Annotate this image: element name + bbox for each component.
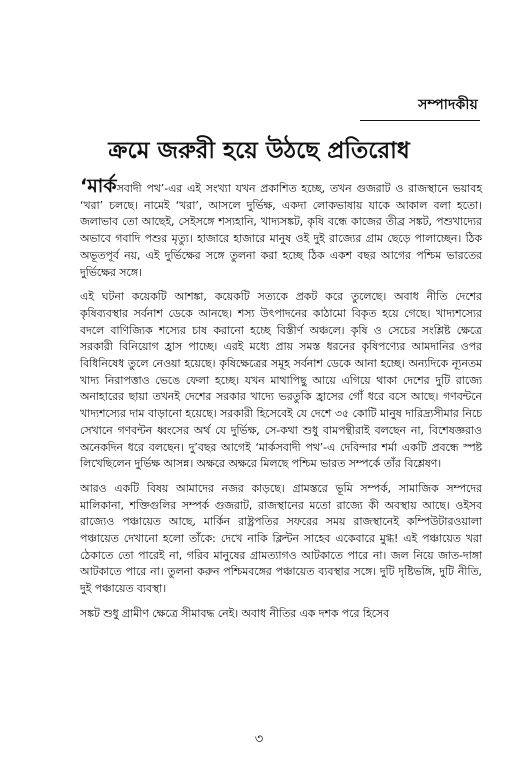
paragraph-2: এই ঘটনা কয়েকটি আশঙ্কা, কয়েকটি সত্যকে প্রকট করে তুলেছে। অবাধ নীতি দেশের কৃষিব্যবস্থার সর্বনাশ ডেকে আনছে। শস্য উৎপাদনের কাঠামো বিকৃত হয়ে গেছে। খাদ্যশস্যের বদলে বাণিজ্যিক শস্যের চাষ করানো হচ্ছে বিস্তীর্ণ অঞ্চলে। কৃষি ও সেচের সংশ্লিষ্ট ক্ষেত্রে সরকারী বিনিয়োগ হ্রাস পাচ্ছে। এরই মধ্যে প্রায় সমস্ত ধরনের কৃষিপণ্যের আমদানির ওপর বিধিনিষেধ তুলে নেওয়া হয়েছে। কৃষিক্ষেত্রের সমূহ সর্বনাশ ডেকে আনা হচ্ছে। অন্যদিকে ন্যূনতম খাদ্য নিরাপত্তাও ভেঙে ফেলা হচ্ছে। যখন মাথাপিছু আয়ে এগিয়ে থাকা দেশের দুটি রাজ্যে অনাহারের ছায়া তখনই দেশের সরকার খাদ্যে ভরতুকি হ্রাসের গোঁ ধরে বসে আছে। গণবন্টনে খাদ্যশস্যের দাম বাড়ানো হয়েছে। সরকারী হিসেবেই যে দেশে ৩৫ কোটি মানুষ দারিদ্র্যসীমার নিচে সেখানে গণবন্টন ধ্বংসের অর্থ যে দুর্ভিক্ষ, সে-কথা শুধু বামপন্থীরাই বলছেন না, বিশেষজ্ঞরাও অনেকদিন ধরে বলছেন। দু’বছর আগেই ‘মার্কসবাদী পথ’-এ দেবিন্দার শর্মা একটি প্রবন্ধে স্পষ্ট লিখেছিলেন দুর্ভিক্ষ আসন্ন। অক্ষরে অক্ষরে মিলছে পশ্চিম ভারত সম্পর্কে তাঁর বিশ্লেষণ।: [80, 290, 482, 471]
headline: ক্রমে জরুরী হয়ে উঠছে প্রতিরোধ: [108, 138, 410, 164]
paragraph-3: আরও একটি বিষয় আমাদের নজর কাড়ছে। গ্রামস্তরে ভূমি সম্পর্ক, সামাজিক সম্পদের মালিকানা, শক্তিগুলির সম্পর্ক গুজরাট, রাজস্থানের মতো রাজ্যে কী অবস্থায় আছে। ওইসব রাজ্যেও পঞ্চায়েত আছে, মার্কিন রাষ্ট্রপতির সফরের সময় রাজস্থানেই কম্পিউটারওয়ালা পঞ্চায়েত দেখানো হলো তাঁকে: দেখে নাকি ক্লিন্টন সাহেব একেবারে মুগ্ধ! এই পঞ্চায়েত খরা ঠেকাতে তো পারেই না, গরিব মানুষের গ্রামত্যাগও আটকাতে পারে না। জল নিয়ে জাত-দাঙ্গা আটকাতে পারে না। তুলনা করুন পশ্চিমবঙ্গের পঞ্চায়েত ব্যবস্থার সঙ্গে। দুটি দৃষ্টিভঙ্গি, দুটি নীতি, দুই পঞ্চায়েত ব্যবস্থা।: [80, 481, 482, 596]
section-divider: [360, 120, 480, 121]
page-number: ৩: [254, 732, 264, 747]
paragraph-1: [80, 175, 482, 281]
section-label: সম্পাদকীয়: [418, 97, 478, 113]
drop-cap: ‘মার্ক: [80, 175, 117, 197]
article-body: [80, 175, 482, 631]
paragraph-4: সঙ্কট শুধু গ্রামীণ ক্ষেত্রে সীমাবদ্ধ নেই। অবাধ নীতির এক দশক পরে হিসেব: [80, 606, 390, 620]
paragraph-1-text: সবাদী পথ’-এর এই সংখ্যা যখন প্রকাশিত হচ্ছে, তখন গুজরাট ও রাজস্থানে ভয়াবহ ‘খরা’ চলছে। নামেই ‘খরা’, আসলে দুর্ভিক্ষ, একদা লোকভাষায় যাকে আকাল বলা হতো। জলাভাব তো আছেই, সেইসঙ্গে শস্যহানি, খাদ্যসঙ্কট, কৃষি বন্ধে কাজের তীব্র সঙ্কট, পশুখাদ্যের অভাবে গবাদি পশুর মৃত্যু। হাজারে হাজারে মানুষ ওই দুই রাজ্যের গ্রাম ছেড়ে পালাচ্ছেন। ঠিক অভূতপূর্ব নয়, এই দুর্ভিক্ষের সঙ্গে তুলনা করা হচ্ছে ঠিক একশ বছর আগের পশ্চিম ভারতের দুর্ভিক্ষের সঙ্গে।: [80, 182, 482, 279]
